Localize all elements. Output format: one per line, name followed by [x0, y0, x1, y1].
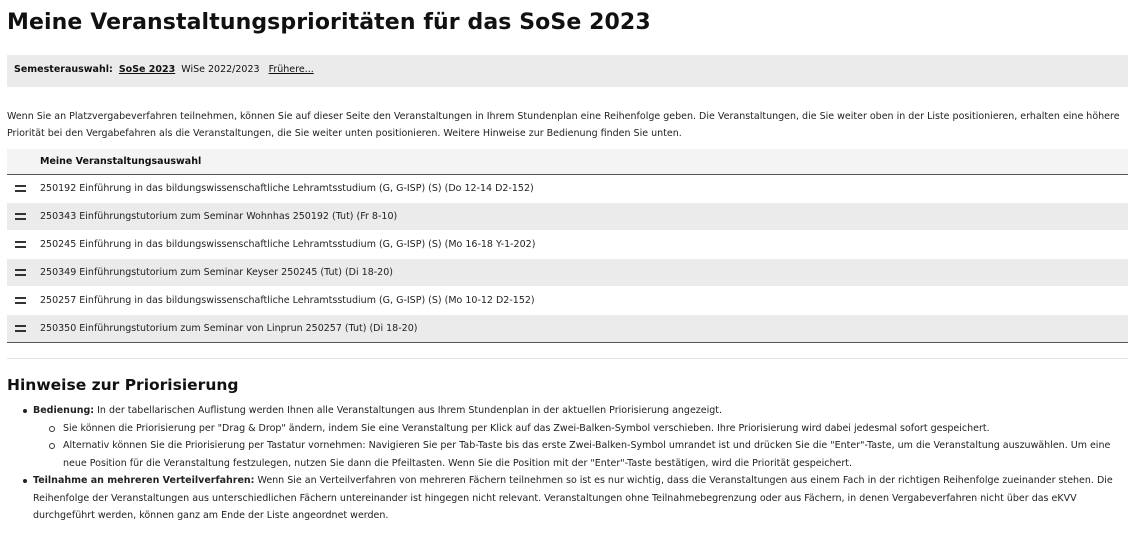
semester-earlier-link[interactable]: Frühere...	[268, 64, 314, 75]
priority-table	[7, 149, 1128, 343]
drag-handle-icon[interactable]	[7, 269, 33, 276]
hint-drag-drop: Sie können die Priorisierung per "Drag & Drop" ändern, indem Sie eine Veranstaltung per Klick auf das Zwei-Balken-Symbol verschieben. Ihre Priorisierung wird dabei jedesmal sofort gespeichert.	[33, 420, 1128, 438]
course-label: 250349 Einführungstutorium zum Seminar Keyser 250245 (Tut) (Di 18-20)	[40, 267, 393, 278]
table-row[interactable]	[7, 259, 1128, 287]
hint-operation	[33, 402, 1128, 420]
drag-handle-icon[interactable]	[7, 185, 33, 192]
hint-multi-label: Teilnahme an mehreren Verteilverfahren:	[33, 475, 255, 486]
hint-operation-label: Bedienung:	[33, 405, 95, 416]
drag-handle-icon[interactable]	[7, 241, 33, 248]
hint-multi	[33, 472, 1128, 525]
course-label: 250245 Einführung in das bildungswissenschaftliche Lehramtsstudium (G, G-ISP) (S) (Mo 16-18 Y-1-202)	[40, 239, 536, 250]
hints-list	[33, 402, 1128, 525]
hint-keyboard: Alternativ können Sie die Priorisierung per Tastatur vornehmen: Navigieren Sie per Tab-Taste bis das erste Zwei-Balken-Symbol umrandet ist und drücken Sie die "Enter"-Taste, um die Veranstaltung auszuwählen. Um eine neue Position für die Veranstaltung festzulegen, nutzen Sie dann die Pfeiltasten. Wenn Sie die Position mit der "Enter"-Taste bestätigen, wird die Priorität gespeichert.	[33, 437, 1128, 472]
table-header: Meine Veranstaltungsauswahl	[7, 149, 1128, 175]
hints-title: Hinweise zur Priorisierung	[7, 376, 239, 394]
semester-label: Semesterauswahl:	[14, 64, 113, 75]
table-row[interactable]	[7, 203, 1128, 231]
drag-handle-icon[interactable]	[7, 297, 33, 304]
section-divider	[7, 358, 1128, 359]
drag-handle-icon[interactable]	[7, 213, 33, 220]
table-row[interactable]	[7, 175, 1128, 203]
semester-selector	[7, 55, 1128, 87]
table-row[interactable]	[7, 315, 1128, 343]
page-title: Meine Veranstaltungsprioritäten für das SoSe 2023	[7, 10, 651, 35]
semester-other[interactable]: WiSe 2022/2023	[181, 64, 260, 75]
table-row[interactable]	[7, 287, 1128, 315]
hint-multi-text: Wenn Sie an Verteilverfahren von mehreren Fächern teilnehmen so ist es nur wichtig, dass die Veranstaltungen aus einem Fach in der richtigen Reihenfolge zueinander stehen. Die Reihenfolge der Veranstaltungen aus unterschiedlichen Fächern untereinander ist hingegen nicht relevant. Veranstaltungen ohne Teilnahmebegrenzung oder aus Fächern, in denen Vergabeverfahren nicht über das eKVV durchgeführt werden, können ganz am Ende der Liste angeordnet werden.	[33, 475, 1113, 521]
hint-operation-text: In der tabellarischen Auflistung werden Ihnen alle Veranstaltungen aus Ihrem Stundenplan in der aktuellen Priorisierung angezeigt.	[97, 405, 723, 416]
intro-text: Wenn Sie an Platzvergabeverfahren teilnehmen, können Sie auf dieser Seite den Veranstaltungen in Ihrem Stundenplan eine Reihenfolge geben. Die Veranstaltungen, die Sie weiter oben in der Liste positionieren, erhalten eine höhere Priorität bei den Vergabefahren als die Veranstaltungen, die Sie weiter unten positionieren. Weitere Hinweise zur Bedienung finden Sie unten.	[7, 111, 1120, 139]
course-label: 250350 Einführungstutorium zum Seminar von Linprun 250257 (Tut) (Di 18-20)	[40, 323, 418, 334]
course-label: 250343 Einführungstutorium zum Seminar Wohnhas 250192 (Tut) (Fr 8-10)	[40, 211, 398, 222]
drag-handle-icon[interactable]	[7, 325, 33, 332]
course-label: 250192 Einführung in das bildungswissenschaftliche Lehramtsstudium (G, G-ISP) (S) (Do 12-14 D2-152)	[40, 183, 534, 194]
table-row[interactable]	[7, 231, 1128, 259]
semester-current-link[interactable]: SoSe 2023	[118, 64, 176, 75]
course-label: 250257 Einführung in das bildungswissenschaftliche Lehramtsstudium (G, G-ISP) (S) (Mo 10-12 D2-152)	[40, 295, 535, 306]
